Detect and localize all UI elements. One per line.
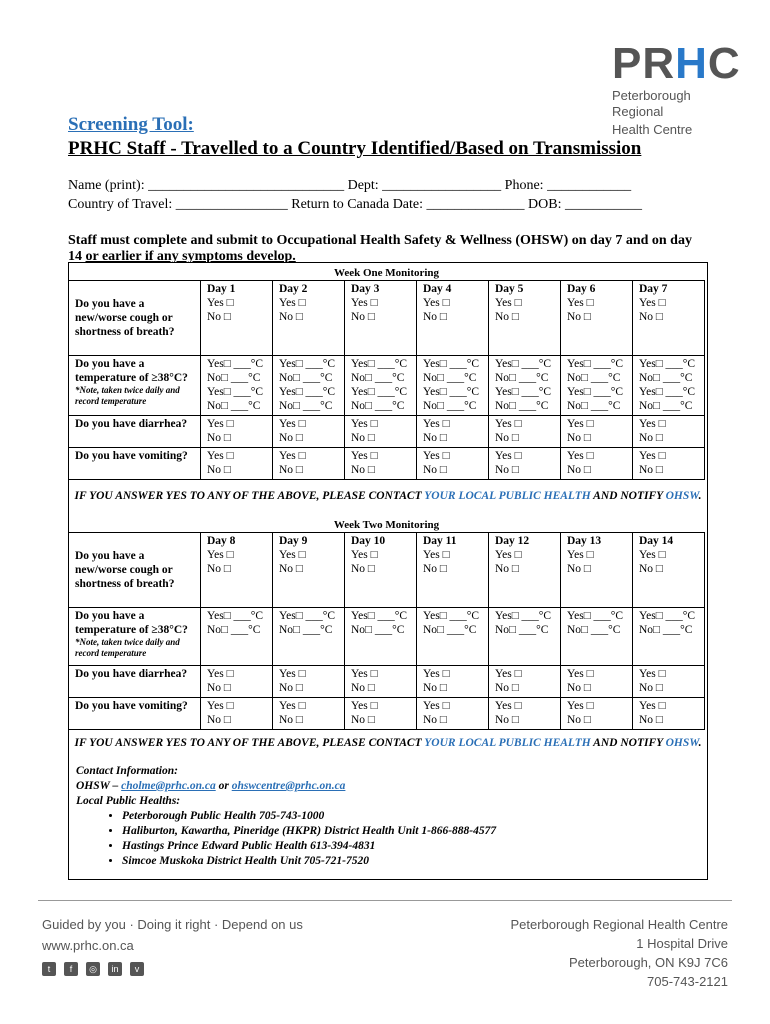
question-text: Do you have a temperature of ≥38°C? bbox=[75, 358, 188, 384]
answer-cell[interactable] bbox=[489, 698, 561, 730]
day-label: Day 9 bbox=[279, 535, 308, 547]
answer-cell[interactable] bbox=[489, 448, 561, 480]
question-cough bbox=[69, 533, 201, 608]
answer-cell[interactable] bbox=[561, 281, 633, 356]
day-label: Day 12 bbox=[495, 535, 530, 547]
no-temp-checkbox[interactable]: No□ ___°C bbox=[423, 624, 477, 636]
yes-checkbox[interactable]: Yes □ bbox=[639, 418, 666, 430]
day-label: Day 3 bbox=[351, 283, 380, 295]
no-checkbox[interactable]: No □ bbox=[495, 682, 519, 694]
no-checkbox[interactable]: No □ bbox=[279, 311, 303, 323]
answer-cell[interactable] bbox=[417, 666, 489, 698]
no-checkbox[interactable]: No □ bbox=[207, 682, 231, 694]
no-checkbox[interactable]: No □ bbox=[351, 563, 375, 575]
yes-temp-checkbox[interactable]: Yes□ ___°C bbox=[495, 610, 552, 622]
no-checkbox[interactable]: No □ bbox=[639, 682, 663, 694]
table-row bbox=[69, 533, 705, 608]
prhc-logo bbox=[612, 39, 741, 138]
yes-checkbox[interactable]: Yes □ bbox=[567, 450, 594, 462]
no-checkbox[interactable]: No □ bbox=[351, 464, 375, 476]
yes-checkbox[interactable]: Yes □ bbox=[279, 700, 306, 712]
question-text: Do you have vomiting? bbox=[75, 450, 188, 462]
answer-cell[interactable] bbox=[345, 533, 417, 608]
public-health-list bbox=[76, 809, 496, 869]
no-checkbox[interactable]: No □ bbox=[423, 682, 447, 694]
yes-temp-checkbox[interactable]: Yes□ ___°C bbox=[279, 358, 336, 370]
yes-checkbox[interactable]: Yes □ bbox=[207, 418, 234, 430]
no-checkbox[interactable]: No □ bbox=[567, 682, 591, 694]
yes-checkbox[interactable]: Yes □ bbox=[495, 450, 522, 462]
no-checkbox[interactable]: No □ bbox=[423, 432, 447, 444]
no-temp-checkbox[interactable]: No□ ___°C bbox=[567, 624, 621, 636]
day-label: Day 2 bbox=[279, 283, 308, 295]
no-checkbox[interactable]: No □ bbox=[279, 714, 303, 726]
ohsw-label: OHSW – bbox=[76, 780, 122, 792]
yes-temp-checkbox[interactable]: Yes□ ___°C bbox=[351, 610, 408, 622]
no-checkbox[interactable]: No □ bbox=[207, 714, 231, 726]
question-cough bbox=[69, 281, 201, 356]
day-label: Day 14 bbox=[639, 535, 674, 547]
warning-public-health: YOUR LOCAL PUBLIC HEALTH bbox=[424, 490, 591, 502]
no-checkbox[interactable]: No □ bbox=[495, 311, 519, 323]
yes-checkbox[interactable]: Yes □ bbox=[495, 297, 522, 309]
day-label: Day 8 bbox=[207, 535, 236, 547]
no-checkbox[interactable]: No □ bbox=[639, 714, 663, 726]
no-checkbox[interactable]: No □ bbox=[351, 682, 375, 694]
answer-cell[interactable] bbox=[201, 698, 273, 730]
no-temp-checkbox[interactable]: No□ ___°C bbox=[567, 372, 621, 384]
answer-cell[interactable] bbox=[633, 356, 705, 416]
answer-cell[interactable] bbox=[489, 281, 561, 356]
warning-week-one bbox=[70, 489, 706, 503]
answer-cell[interactable] bbox=[417, 281, 489, 356]
yes-temp-checkbox[interactable]: Yes□ ___°C bbox=[207, 610, 264, 622]
email-link-ohswcentre[interactable]: ohswcentre@prhc.on.ca bbox=[231, 780, 346, 792]
no-temp-checkbox[interactable]: No□ ___°C bbox=[639, 400, 693, 412]
linkedin-icon[interactable]: in bbox=[108, 962, 122, 976]
question-text: Do you have vomiting? bbox=[75, 700, 188, 712]
answer-cell[interactable] bbox=[201, 416, 273, 448]
yes-checkbox[interactable]: Yes □ bbox=[495, 418, 522, 430]
answer-cell[interactable] bbox=[201, 281, 273, 356]
no-checkbox[interactable]: No □ bbox=[567, 563, 591, 575]
answer-cell[interactable] bbox=[633, 698, 705, 730]
yes-checkbox[interactable]: Yes □ bbox=[567, 297, 594, 309]
footer-address bbox=[510, 915, 728, 991]
yes-checkbox[interactable]: Yes □ bbox=[495, 700, 522, 712]
yes-checkbox[interactable]: Yes □ bbox=[423, 450, 450, 462]
question-temperature bbox=[69, 356, 201, 416]
logo-line2: Health Centre bbox=[612, 122, 693, 137]
question-vomiting bbox=[69, 448, 201, 480]
yes-checkbox[interactable]: Yes □ bbox=[423, 668, 450, 680]
yes-temp-checkbox[interactable]: Yes□ ___°C bbox=[639, 386, 696, 398]
vimeo-icon[interactable]: v bbox=[130, 962, 144, 976]
yes-checkbox[interactable]: Yes □ bbox=[639, 549, 666, 561]
public-health-item: • Hastings Prince Edward Public Health 613-394-4831 bbox=[122, 839, 496, 854]
question-text: Do you have diarrhea? bbox=[75, 418, 188, 430]
yes-temp-checkbox[interactable]: Yes□ ___°C bbox=[279, 386, 336, 398]
question-diarrhea bbox=[69, 416, 201, 448]
yes-checkbox[interactable]: Yes □ bbox=[639, 450, 666, 462]
yes-temp-checkbox[interactable]: Yes□ ___°C bbox=[495, 386, 552, 398]
answer-cell[interactable] bbox=[417, 698, 489, 730]
yes-checkbox[interactable]: Yes □ bbox=[351, 450, 378, 462]
no-checkbox[interactable]: No □ bbox=[567, 714, 591, 726]
week-two-heading: Week Two Monitoring bbox=[333, 519, 440, 531]
ohsw-contact bbox=[76, 779, 496, 794]
yes-checkbox[interactable]: Yes □ bbox=[567, 549, 594, 561]
warning-week-two bbox=[70, 736, 706, 750]
no-temp-checkbox[interactable]: No□ ___°C bbox=[351, 372, 405, 384]
question-vomiting bbox=[69, 698, 201, 730]
answer-cell[interactable] bbox=[489, 533, 561, 608]
footer-phone: 705-743-2121 bbox=[647, 974, 728, 989]
yes-checkbox[interactable]: Yes □ bbox=[567, 668, 594, 680]
answer-cell[interactable] bbox=[345, 281, 417, 356]
contact-information bbox=[76, 764, 496, 869]
week-one-table bbox=[68, 266, 705, 480]
day-label: Day 13 bbox=[567, 535, 602, 547]
warning-text: IF YOU ANSWER YES TO ANY OF THE ABOVE, PLEASE CONTACT bbox=[74, 737, 425, 749]
table-row bbox=[69, 448, 705, 480]
answer-cell[interactable] bbox=[633, 666, 705, 698]
no-temp-checkbox[interactable]: No□ ___°C bbox=[207, 624, 261, 636]
answer-cell[interactable] bbox=[273, 448, 345, 480]
footer-org: Peterborough Regional Health Centre bbox=[510, 917, 728, 932]
answer-cell[interactable] bbox=[273, 533, 345, 608]
no-temp-checkbox[interactable]: No□ ___°C bbox=[207, 400, 261, 412]
logo-text-pr: PR bbox=[612, 39, 676, 88]
yes-checkbox[interactable]: Yes □ bbox=[351, 700, 378, 712]
no-temp-checkbox[interactable]: No□ ___°C bbox=[351, 400, 405, 412]
no-checkbox[interactable]: No □ bbox=[639, 311, 663, 323]
no-checkbox[interactable]: No □ bbox=[495, 464, 519, 476]
day-label: Day 11 bbox=[423, 535, 457, 547]
yes-checkbox[interactable]: Yes □ bbox=[207, 450, 234, 462]
yes-checkbox[interactable]: Yes □ bbox=[279, 418, 306, 430]
answer-cell[interactable] bbox=[345, 448, 417, 480]
answer-cell[interactable] bbox=[417, 356, 489, 416]
answer-cell[interactable] bbox=[561, 666, 633, 698]
answer-cell[interactable] bbox=[201, 448, 273, 480]
no-checkbox[interactable]: No □ bbox=[351, 714, 375, 726]
warning-end: . bbox=[698, 737, 702, 749]
yes-checkbox[interactable]: Yes □ bbox=[639, 297, 666, 309]
public-health-item: • Peterborough Public Health 705-743-1000 bbox=[122, 809, 496, 824]
warning-mid: AND NOTIFY bbox=[590, 737, 666, 749]
answer-cell[interactable] bbox=[345, 416, 417, 448]
question-text: Do you have a new/worse cough or shortness of breath? bbox=[75, 298, 175, 338]
day-label: Day 7 bbox=[639, 283, 668, 295]
answer-cell[interactable] bbox=[561, 608, 633, 666]
answer-cell[interactable] bbox=[417, 608, 489, 666]
no-checkbox[interactable]: No □ bbox=[639, 464, 663, 476]
twitter-icon[interactable]: t bbox=[42, 962, 56, 976]
no-checkbox[interactable]: No □ bbox=[423, 311, 447, 323]
instagram-icon[interactable]: ◎ bbox=[86, 962, 100, 976]
answer-cell[interactable] bbox=[273, 608, 345, 666]
answer-cell[interactable] bbox=[633, 608, 705, 666]
no-temp-checkbox[interactable]: No□ ___°C bbox=[279, 400, 333, 412]
yes-checkbox[interactable]: Yes □ bbox=[279, 549, 306, 561]
answer-cell[interactable] bbox=[633, 281, 705, 356]
no-temp-checkbox[interactable]: No□ ___°C bbox=[495, 400, 549, 412]
no-checkbox[interactable]: No □ bbox=[207, 311, 231, 323]
or-text: or bbox=[215, 780, 232, 792]
table-row bbox=[69, 356, 705, 416]
yes-checkbox[interactable]: Yes □ bbox=[351, 549, 378, 561]
answer-cell[interactable] bbox=[273, 698, 345, 730]
warning-end: . bbox=[698, 490, 702, 502]
warning-ohsw: OHSW bbox=[665, 737, 699, 749]
yes-checkbox[interactable]: Yes □ bbox=[495, 668, 522, 680]
answer-cell[interactable] bbox=[201, 608, 273, 666]
answer-cell[interactable] bbox=[489, 608, 561, 666]
facebook-icon[interactable]: f bbox=[64, 962, 78, 976]
question-text: Do you have diarrhea? bbox=[75, 668, 188, 680]
answer-cell[interactable] bbox=[633, 416, 705, 448]
yes-checkbox[interactable]: Yes □ bbox=[279, 668, 306, 680]
yes-checkbox[interactable]: Yes □ bbox=[423, 418, 450, 430]
warning-public-health: YOUR LOCAL PUBLIC HEALTH bbox=[424, 737, 591, 749]
answer-cell[interactable] bbox=[273, 416, 345, 448]
answer-cell[interactable] bbox=[201, 533, 273, 608]
week-two-table bbox=[68, 518, 705, 730]
day-label: Day 4 bbox=[423, 283, 452, 295]
instruction-main: Staff must complete and submit to Occupational Health Safety & Wellness (OHSW) on day 7 and on day 14 bbox=[68, 233, 692, 264]
question-text: Do you have a new/worse cough or shortness of breath? bbox=[75, 550, 175, 590]
screening-tool-title: Screening Tool: bbox=[68, 114, 194, 135]
no-checkbox[interactable]: No □ bbox=[351, 432, 375, 444]
answer-cell[interactable] bbox=[561, 698, 633, 730]
yes-temp-checkbox[interactable]: Yes□ ___°C bbox=[279, 610, 336, 622]
no-temp-checkbox[interactable]: No□ ___°C bbox=[279, 624, 333, 636]
footer-tagline: Guided by you · Doing it right · Depend on us bbox=[42, 917, 303, 932]
yes-temp-checkbox[interactable]: Yes□ ___°C bbox=[351, 386, 408, 398]
week-one-heading: Week One Monitoring bbox=[333, 267, 440, 279]
question-text: Do you have a temperature of ≥38°C? bbox=[75, 610, 188, 636]
footer-address-line2: Peterborough, ON K9J 7C6 bbox=[569, 955, 728, 970]
yes-checkbox[interactable]: Yes □ bbox=[495, 549, 522, 561]
no-checkbox[interactable]: No □ bbox=[279, 682, 303, 694]
no-checkbox[interactable]: No □ bbox=[639, 563, 663, 575]
yes-checkbox[interactable]: Yes □ bbox=[639, 668, 666, 680]
no-checkbox[interactable]: No □ bbox=[423, 563, 447, 575]
no-temp-checkbox[interactable]: No□ ___°C bbox=[351, 624, 405, 636]
public-health-item: • Simcoe Muskoka District Health Unit 705-721-7520 bbox=[122, 854, 496, 869]
yes-checkbox[interactable]: Yes □ bbox=[207, 668, 234, 680]
no-checkbox[interactable]: No □ bbox=[567, 432, 591, 444]
instruction bbox=[68, 233, 708, 265]
fields-row-name: Name (print): ____________________________ Dept: _________________ Phone: ____________ bbox=[68, 178, 632, 193]
answer-cell[interactable] bbox=[561, 448, 633, 480]
no-checkbox[interactable]: No □ bbox=[567, 464, 591, 476]
footer-website[interactable]: www.prhc.on.ca bbox=[42, 938, 134, 953]
logo-text-c: C bbox=[707, 39, 741, 88]
no-checkbox[interactable]: No □ bbox=[207, 432, 231, 444]
yes-temp-checkbox[interactable]: Yes□ ___°C bbox=[639, 610, 696, 622]
yes-checkbox[interactable]: Yes □ bbox=[423, 297, 450, 309]
question-diarrhea bbox=[69, 666, 201, 698]
yes-checkbox[interactable]: Yes □ bbox=[423, 700, 450, 712]
table-row bbox=[69, 666, 705, 698]
no-checkbox[interactable]: No □ bbox=[279, 563, 303, 575]
answer-cell[interactable] bbox=[561, 416, 633, 448]
yes-temp-checkbox[interactable]: Yes□ ___°C bbox=[423, 358, 480, 370]
answer-cell[interactable] bbox=[633, 448, 705, 480]
no-checkbox[interactable]: No □ bbox=[279, 464, 303, 476]
answer-cell[interactable] bbox=[417, 533, 489, 608]
no-checkbox[interactable]: No □ bbox=[423, 464, 447, 476]
no-checkbox[interactable]: No □ bbox=[495, 563, 519, 575]
no-checkbox[interactable]: No □ bbox=[351, 311, 375, 323]
yes-temp-checkbox[interactable]: Yes□ ___°C bbox=[495, 358, 552, 370]
yes-temp-checkbox[interactable]: Yes□ ___°C bbox=[207, 358, 264, 370]
no-temp-checkbox[interactable]: No□ ___°C bbox=[567, 400, 621, 412]
email-link-cholme[interactable]: cholme@prhc.on.ca bbox=[121, 780, 216, 792]
fields-row-country: Country of Travel: ________________ Return to Canada Date: ______________ DOB: ___________ bbox=[68, 197, 642, 212]
answer-cell[interactable] bbox=[273, 356, 345, 416]
answer-cell[interactable] bbox=[561, 356, 633, 416]
local-public-healths-heading: Local Public Healths: bbox=[76, 795, 181, 807]
no-checkbox[interactable]: No □ bbox=[423, 714, 447, 726]
answer-cell[interactable] bbox=[489, 666, 561, 698]
answer-cell[interactable] bbox=[273, 666, 345, 698]
no-temp-checkbox[interactable]: No□ ___°C bbox=[495, 624, 549, 636]
document-title: PRHC Staff - Travelled to a Country Identified/Based on Transmission bbox=[68, 138, 642, 159]
instruction-underlined: or earlier if any symptoms develop. bbox=[85, 249, 296, 264]
question-temperature bbox=[69, 608, 201, 666]
yes-checkbox[interactable]: Yes □ bbox=[279, 297, 306, 309]
yes-temp-checkbox[interactable]: Yes□ ___°C bbox=[567, 358, 624, 370]
no-temp-checkbox[interactable]: No□ ___°C bbox=[423, 372, 477, 384]
table-row bbox=[69, 416, 705, 448]
answer-cell[interactable] bbox=[561, 533, 633, 608]
logo-line1: Peterborough Regional bbox=[612, 88, 691, 119]
day-label: Day 6 bbox=[567, 283, 596, 295]
no-temp-checkbox[interactable]: No□ ___°C bbox=[495, 372, 549, 384]
temperature-note: *Note, taken twice daily and record temperature bbox=[75, 637, 180, 658]
no-temp-checkbox[interactable]: No□ ___°C bbox=[207, 372, 261, 384]
no-temp-checkbox[interactable]: No□ ___°C bbox=[639, 624, 693, 636]
day-label: Day 5 bbox=[495, 283, 524, 295]
no-temp-checkbox[interactable]: No□ ___°C bbox=[279, 372, 333, 384]
answer-cell[interactable] bbox=[273, 281, 345, 356]
answer-cell[interactable] bbox=[345, 356, 417, 416]
yes-temp-checkbox[interactable]: Yes□ ___°C bbox=[351, 358, 408, 370]
answer-cell[interactable] bbox=[633, 533, 705, 608]
warning-text: IF YOU ANSWER YES TO ANY OF THE ABOVE, PLEASE CONTACT bbox=[74, 490, 425, 502]
no-checkbox[interactable]: No □ bbox=[567, 311, 591, 323]
answer-cell[interactable] bbox=[489, 416, 561, 448]
answer-cell[interactable] bbox=[417, 448, 489, 480]
yes-checkbox[interactable]: Yes □ bbox=[207, 297, 234, 309]
answer-cell[interactable] bbox=[345, 666, 417, 698]
yes-checkbox[interactable]: Yes □ bbox=[351, 418, 378, 430]
no-checkbox[interactable]: No □ bbox=[495, 432, 519, 444]
no-temp-checkbox[interactable]: No□ ___°C bbox=[639, 372, 693, 384]
no-checkbox[interactable]: No □ bbox=[639, 432, 663, 444]
logo-text-h: H bbox=[675, 39, 708, 88]
yes-checkbox[interactable]: Yes □ bbox=[207, 700, 234, 712]
public-health-item: • Haliburton, Kawartha, Pineridge (HKPR) District Health Unit 1-866-888-4577 bbox=[122, 824, 496, 839]
yes-temp-checkbox[interactable]: Yes□ ___°C bbox=[423, 386, 480, 398]
yes-temp-checkbox[interactable]: Yes□ ___°C bbox=[639, 358, 696, 370]
yes-checkbox[interactable]: Yes □ bbox=[639, 700, 666, 712]
yes-temp-checkbox[interactable]: Yes□ ___°C bbox=[567, 610, 624, 622]
warning-mid: AND NOTIFY bbox=[590, 490, 666, 502]
answer-cell[interactable] bbox=[417, 416, 489, 448]
answer-cell[interactable] bbox=[201, 356, 273, 416]
temperature-note: *Note, taken twice daily and record temperature bbox=[75, 385, 180, 406]
footer-address-line1: 1 Hospital Drive bbox=[636, 936, 728, 951]
day-label: Day 10 bbox=[351, 535, 386, 547]
contact-heading: Contact Information: bbox=[76, 765, 178, 777]
day-label: Day 1 bbox=[207, 283, 236, 295]
no-checkbox[interactable]: No □ bbox=[495, 714, 519, 726]
no-temp-checkbox[interactable]: No□ ___°C bbox=[423, 400, 477, 412]
yes-temp-checkbox[interactable]: Yes□ ___°C bbox=[423, 610, 480, 622]
table-row bbox=[69, 281, 705, 356]
answer-cell[interactable] bbox=[489, 356, 561, 416]
answer-cell[interactable] bbox=[345, 608, 417, 666]
yes-checkbox[interactable]: Yes □ bbox=[279, 450, 306, 462]
table-row bbox=[69, 608, 705, 666]
answer-cell[interactable] bbox=[345, 698, 417, 730]
no-checkbox[interactable]: No □ bbox=[207, 464, 231, 476]
yes-checkbox[interactable]: Yes □ bbox=[423, 549, 450, 561]
yes-temp-checkbox[interactable]: Yes□ ___°C bbox=[567, 386, 624, 398]
no-checkbox[interactable]: No □ bbox=[207, 563, 231, 575]
answer-cell[interactable] bbox=[201, 666, 273, 698]
yes-checkbox[interactable]: Yes □ bbox=[351, 668, 378, 680]
social-icons bbox=[42, 962, 144, 976]
yes-checkbox[interactable]: Yes □ bbox=[567, 418, 594, 430]
no-checkbox[interactable]: No □ bbox=[279, 432, 303, 444]
table-row bbox=[69, 698, 705, 730]
yes-checkbox[interactable]: Yes □ bbox=[567, 700, 594, 712]
warning-ohsw: OHSW bbox=[665, 490, 699, 502]
yes-temp-checkbox[interactable]: Yes□ ___°C bbox=[207, 386, 264, 398]
footer-divider bbox=[38, 900, 732, 901]
yes-checkbox[interactable]: Yes □ bbox=[207, 549, 234, 561]
yes-checkbox[interactable]: Yes □ bbox=[351, 297, 378, 309]
